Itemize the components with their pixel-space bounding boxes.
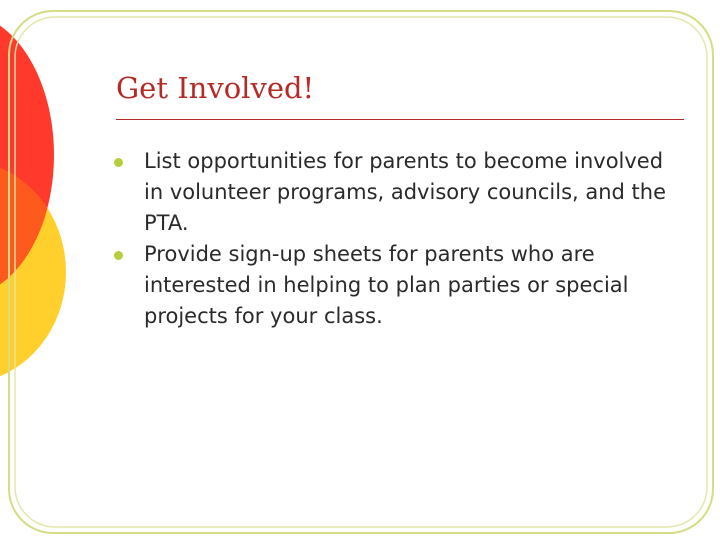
bullet-text: Provide sign-up sheets for parents who are interested in helping to plan parties or special projects for your class. [144,242,629,328]
bullet-text: List opportunities for parents to become involved in volunteer programs, advisory councils, and the PTA. [144,149,667,235]
bullet-dot-icon [114,251,123,260]
bullet-item [112,146,682,239]
title-underline [116,119,684,120]
bullet-item [112,239,682,332]
bullet-list [112,146,682,332]
slide-title: Get Involved! [116,71,315,105]
bullet-dot-icon [114,158,123,167]
